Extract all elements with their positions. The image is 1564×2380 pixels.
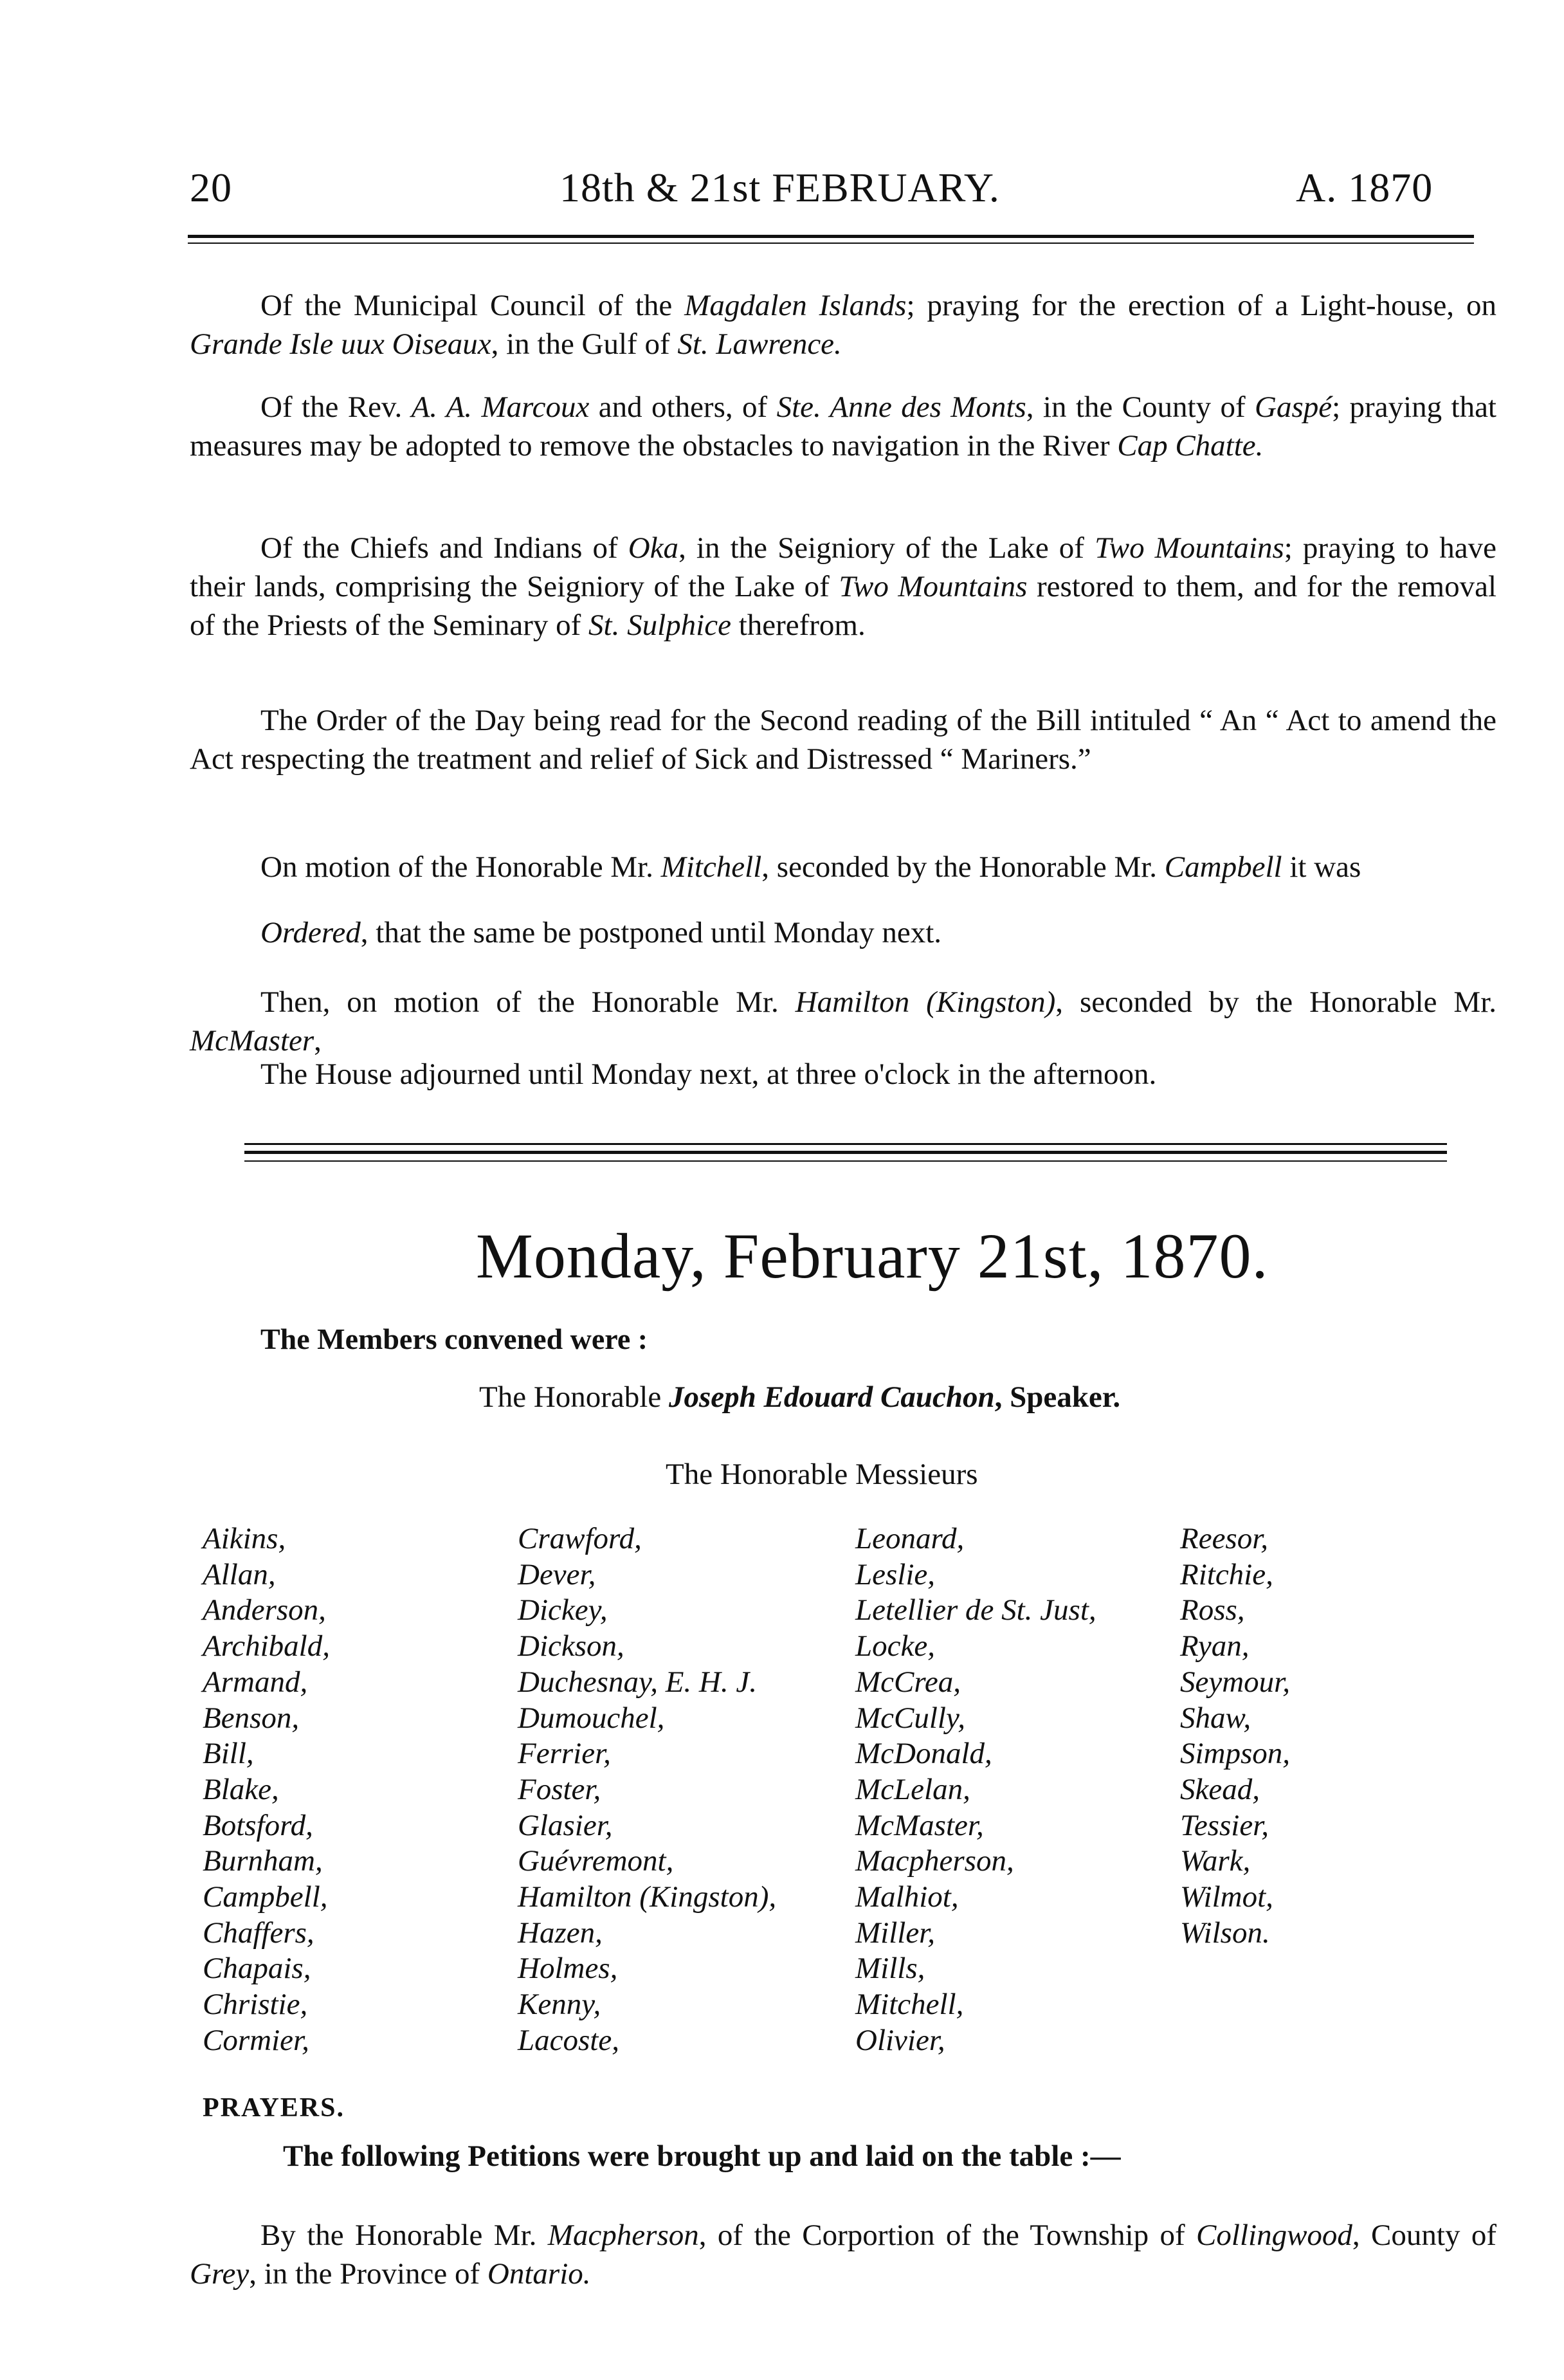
member-name: Leslie, [855, 1557, 936, 1591]
prayers-heading: PRAYERS. [203, 2093, 345, 2123]
petition-oka-indians: Of the Chiefs and Indians of Oka, in the Seigniory of the Lake of Two Mountains; praying to have their lands, comprising the Seigniory of the Lake of Two Mountains restored to them, and for the removal of the Priests of the Seminary of St. Sulphice therefrom. [190, 531, 1496, 642]
petition-magdalen-islands: Of the Municipal Council of the Magdalen Islands; praying for the erection of a Light-house, on Grande Isle uux Oiseaux, in the Gulf of St. Lawrence. [190, 289, 1496, 361]
member-name: Chaffers, [203, 1916, 314, 1950]
sitting-date-heading: Monday, February 21st, 1870. [476, 1220, 1269, 1292]
member-name: Dickson, [518, 1629, 624, 1663]
petition-collingwood: By the Honorable Mr. Macpherson, of the Corportion of the Township of Collingwood, County of Grey, in the Province of Ontario. [190, 2219, 1497, 2291]
member-name: Dever, [518, 1557, 596, 1591]
member-name: Mills, [855, 1952, 925, 1986]
member-name: Glasier, [518, 1808, 613, 1842]
member-name: Duchesnay, E. H. J. [518, 1665, 757, 1699]
member-name: Allan, [203, 1557, 276, 1591]
member-name: Ritchie, [1180, 1557, 1273, 1591]
member-name: McLelan, [855, 1772, 970, 1806]
member-name: Locke, [855, 1629, 935, 1663]
section-rule-middle [244, 1151, 1447, 1154]
petition-marcoux: Of the Rev. A. A. Marcoux and others, of Ste. Anne des Monts, in the County of Gaspé; praying that measures may be adopted to remove the obstacles to navigation in the River Cap Chatte. [190, 390, 1496, 462]
member-name: McCully, [855, 1701, 965, 1735]
members-column-3 [855, 1521, 1096, 2059]
motion-adjourn: Then, on motion of the Honorable Mr. Hamilton (Kingston), seconded by the Honorable Mr. McMaster, [190, 985, 1496, 1057]
petitions-intro: The following Petitions were brought up and laid on the table :— [283, 2139, 1121, 2173]
member-name: Dickey, [518, 1593, 608, 1627]
members-column-2 [518, 1521, 776, 2059]
member-name: Anderson, [203, 1593, 326, 1627]
order-of-the-day: The Order of the Day being read for the Second reading of the Bill intituled “ An “ Act to amend the Act respecting the treatment and relief of Sick and Distressed “ Mariners.” [190, 704, 1496, 776]
house-adjourned: The House adjourned until Monday next, at three o'clock in the afternoon. [260, 1057, 1157, 1091]
header-rule-thin [188, 243, 1474, 244]
member-name: Hamilton (Kingston), [518, 1880, 777, 1914]
member-name: Guévremont, [518, 1844, 674, 1878]
member-name: Chapais, [203, 1952, 311, 1986]
member-name: Letellier de St. Just, [855, 1593, 1096, 1627]
messieurs-heading: The Honorable Messieurs [666, 1458, 978, 1491]
member-name: McDonald, [855, 1737, 992, 1771]
members-column-1 [203, 1521, 330, 2059]
member-name: Skead, [1180, 1772, 1260, 1806]
member-name: Hazen, [518, 1916, 603, 1950]
page-number: 20 [190, 165, 232, 210]
member-name: Armand, [203, 1665, 308, 1699]
members-column-4 [1180, 1521, 1290, 1951]
member-name: Tessier, [1180, 1808, 1269, 1842]
member-name: Kenny, [518, 1988, 601, 2022]
member-name: Ryan, [1180, 1629, 1250, 1663]
member-name: Campbell, [203, 1880, 328, 1914]
section-rule-bottom [244, 1160, 1447, 1162]
member-name: Macpherson, [855, 1844, 1014, 1878]
member-name: Ross, [1180, 1593, 1245, 1627]
member-name: Lacoste, [518, 2023, 619, 2057]
running-head-year: A. 1870 [1296, 165, 1433, 210]
ordered-postponed: Ordered, that the same be postponed until Monday next. [260, 916, 942, 949]
member-name: Burnham, [203, 1844, 323, 1878]
member-name: Foster, [518, 1772, 601, 1806]
member-name: Botsford, [203, 1808, 313, 1842]
speaker-line: The Honorable Joseph Edouard Cauchon, Speaker. [479, 1380, 1121, 1414]
member-name: Reesor, [1180, 1522, 1269, 1555]
member-name: Wark, [1180, 1844, 1251, 1878]
member-name: Holmes, [518, 1952, 618, 1986]
member-name: McMaster, [855, 1808, 984, 1842]
member-name: Crawford, [518, 1522, 642, 1555]
member-name: Mitchell, [855, 1988, 964, 2022]
member-name: Cormier, [203, 2023, 309, 2057]
section-rule-top [244, 1143, 1447, 1145]
member-name: Miller, [855, 1916, 936, 1950]
member-name: Benson, [203, 1701, 300, 1735]
member-name: McCrea, [855, 1665, 961, 1699]
member-name: Dumouchel, [518, 1701, 665, 1735]
member-name: Olivier, [855, 2023, 945, 2057]
member-name: Simpson, [1180, 1737, 1291, 1771]
member-name: Wilson. [1180, 1916, 1270, 1950]
member-name: Blake, [203, 1772, 279, 1806]
member-name: Archibald, [203, 1629, 330, 1663]
member-name: Seymour, [1180, 1665, 1290, 1699]
member-name: Leonard, [855, 1522, 965, 1555]
member-name: Aikins, [203, 1522, 286, 1555]
header-rule-thick [188, 235, 1474, 238]
member-name: Shaw, [1180, 1701, 1251, 1735]
members-convened-line: The Members convened were : [260, 1323, 648, 1355]
member-name: Malhiot, [855, 1880, 959, 1914]
member-name: Ferrier, [518, 1737, 611, 1771]
member-name: Wilmot, [1180, 1880, 1273, 1914]
motion-postpone: On motion of the Honorable Mr. Mitchell, seconded by the Honorable Mr. Campbell it was [260, 850, 1361, 884]
member-name: Christie, [203, 1988, 308, 2022]
running-head-date: 18th & 21st FEBRUARY. [559, 165, 1000, 210]
member-name: Bill, [203, 1737, 254, 1771]
